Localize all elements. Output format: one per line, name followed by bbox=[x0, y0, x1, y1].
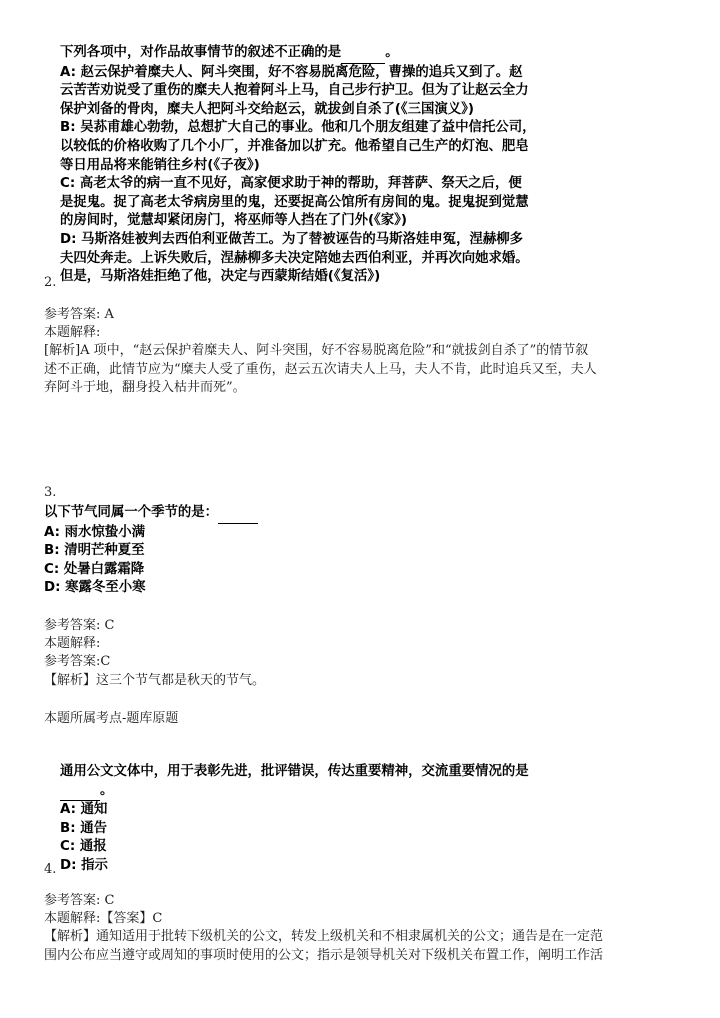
q2-line-9: 的房间时，觉慧却紧闭房门，将巫师等人挡在了门外(《家》) bbox=[60, 213, 407, 229]
q4-option-b: B: 通告 bbox=[60, 820, 108, 836]
q2-answer: 参考答案: A bbox=[44, 307, 114, 322]
q2-line-12: 但是，马斯洛娃拒绝了他，决定与西蒙斯结婚(《复活》) bbox=[60, 269, 381, 285]
q3-stem-block bbox=[44, 504, 684, 598]
q3-option-d: D: 寒露冬至小寒 bbox=[44, 580, 146, 596]
q2-line-1: A: 赵云保护着糜夫人、阿斗突围，好不容易脱离危险，曹操的追兵又到了。赵 bbox=[60, 64, 523, 80]
q3-option-b: B: 清明芒种夏至 bbox=[44, 543, 145, 559]
q3-explain: 【解析】这三个节气都是秋天的节气。 bbox=[44, 672, 266, 688]
q4-option-c: C: 通报 bbox=[60, 839, 107, 855]
q2-line-11: 夫四处奔走。上诉失败后，涅赫柳多夫决定陪她去西伯利亚，并再次向她求婚。 bbox=[60, 250, 529, 266]
q2-line-3: 保护刘备的骨肉，糜夫人把阿斗交给赵云，就拔剑自杀了(《三国演义》) bbox=[60, 101, 474, 117]
q4-number: 4. bbox=[44, 862, 57, 877]
q4-stem-block bbox=[60, 763, 700, 876]
q4-explain-line-1: 【解析】通知适用于批转下级机关的公文，转发上级机关和不相隶属机关的公文；通告是在一定范 bbox=[44, 929, 604, 945]
q4-option-d: D: 指示 bbox=[60, 857, 108, 873]
q2-explain-label: 本题解释: bbox=[44, 325, 101, 341]
q3-stem: 以下节气同属一个季节的是： bbox=[44, 504, 684, 524]
q3-answer: 参考答案: C bbox=[44, 618, 115, 633]
q3-explain-label: 本题解释: bbox=[44, 636, 101, 652]
q2-stem-block bbox=[60, 44, 700, 287]
q2-line-2: 云苦苦劝说受了重伤的糜夫人抱着阿斗上马，自己步行护卫。但为了让赵云全力 bbox=[60, 83, 529, 99]
q3-explanation bbox=[44, 617, 704, 690]
q2-line-6: 等日用品将来能销往乡村(《子夜》) bbox=[60, 157, 260, 173]
q4-option-a: A: 通知 bbox=[60, 802, 108, 818]
q3-option-c: C: 处暑白露霜降 bbox=[44, 561, 145, 577]
q4-explanation bbox=[44, 892, 704, 965]
q3-number: 3. bbox=[44, 485, 57, 500]
q3-answer-2: 参考答案:C bbox=[44, 654, 111, 670]
q2-explain-line-2: 述不正确，此情节应为“糜夫人受了重伤，赵云五次请夫人上马，夫人不肯，此时追兵又至，夫人 bbox=[44, 361, 597, 377]
q3-option-a: A: 雨水惊蛰小满 bbox=[44, 524, 145, 540]
q3-answer-blank bbox=[218, 504, 258, 524]
q2-explain-line-3: 弃阿斗于地，翻身投入枯井而死”。 bbox=[44, 379, 246, 395]
q2-answer-blank bbox=[341, 44, 385, 64]
q2-number: 2. bbox=[44, 275, 57, 290]
q4-stem-suffix: 。 bbox=[60, 782, 700, 802]
q2-line-4: B: 吴荪甫雄心勃勃，总想扩大自己的事业。他和几个朋友组建了益中信托公司， bbox=[60, 120, 536, 136]
q2-line-8: 是捉鬼。捉了高老太爷病房里的鬼，还要捉高公馆所有房间的鬼。捉鬼捉到觉慧 bbox=[60, 194, 529, 210]
q4-answer: 参考答案: C bbox=[44, 893, 115, 908]
q4-stem: 通用公文文体中，用于表彰先进，批评错误，传达重要精神，交流重要情况的是 bbox=[60, 764, 529, 779]
q2-line-10: D: 马斯洛娃被判去西伯利亚做苦工。为了替被诬告的马斯洛娃申冤，涅赫柳多 bbox=[60, 231, 524, 247]
q2-line-5: 以较低的价格收购了几个小厂，并准备加以扩充。他希望自己生产的灯泡、肥皂 bbox=[60, 138, 529, 154]
q4-answer-blank bbox=[60, 782, 100, 802]
q2-stem: 下列各项中，对作品故事情节的叙述不正确的是 。 bbox=[60, 44, 700, 64]
q2-explain-line-1: [解析]A 项中，“赵云保护着糜夫人、阿斗突围，好不容易脱离危险”和“就拔剑自杀了”的情节叙 bbox=[44, 343, 589, 359]
q4-explain-label: 本题解释:【答案】C bbox=[44, 911, 163, 927]
q2-explanation bbox=[44, 306, 704, 397]
q2-line-7: C: 高老太爷的病一直不见好，高家便求助于神的帮助，拜菩萨、祭天之后，便 bbox=[60, 176, 522, 192]
q4-explain-line-2: 围内公布应当遵守或周知的事项时使用的公文；指示是领导机关对下级机关布置工作，阐明工作活 bbox=[44, 947, 604, 963]
q3-source: 本题所属考点-题库原题 bbox=[44, 711, 179, 726]
